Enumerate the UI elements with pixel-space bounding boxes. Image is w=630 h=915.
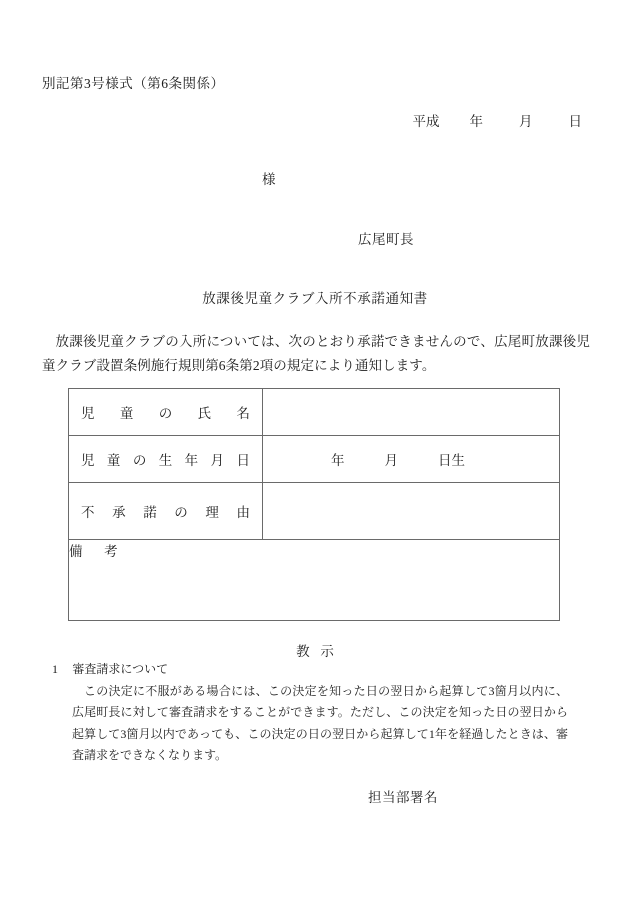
addressee-honorific: 様 <box>262 172 276 187</box>
label-char: 理 <box>205 505 219 520</box>
birth-year-unit: 年 <box>331 453 345 468</box>
field-child-birthdate[interactable] <box>263 436 560 483</box>
instructions-item-number: 1 <box>52 662 58 676</box>
label-char: 日 <box>236 453 250 468</box>
table-row-remarks <box>69 540 560 621</box>
field-child-name[interactable] <box>263 389 560 436</box>
table-row-child-birthdate <box>69 436 560 483</box>
label-char: 児 <box>81 453 95 468</box>
instructions-body: この決定に不服がある場合には、この決定を知った日の翌日から起算して3箇月以内に、広尾町長に対して審査請求をすることができます。ただし、この決定を知った日の翌日から起算して3箇月以内であっても、この決定の日の翌日から起算して1年を経過したときは、審査請求をできなくなります。 <box>72 684 568 763</box>
label-char: 児 <box>81 406 95 421</box>
label-char: 名 <box>236 406 250 421</box>
label-char: 氏 <box>197 406 212 421</box>
birth-day-unit: 日生 <box>438 453 465 468</box>
label-char: の <box>132 453 147 468</box>
date-line <box>0 110 582 130</box>
label-char: の <box>158 406 173 421</box>
child-info-table <box>68 388 560 621</box>
field-rejection-reason[interactable] <box>263 483 560 540</box>
instructions-heading <box>0 640 630 660</box>
table-row-rejection-reason <box>69 483 560 540</box>
month-unit: 月 <box>519 114 533 129</box>
label-remarks-left: 備 <box>69 544 83 559</box>
label-char: 諾 <box>143 505 157 520</box>
department-label: 担当部署名 <box>368 790 438 805</box>
remarks-cell[interactable] <box>69 540 560 621</box>
label-char: の <box>174 505 188 520</box>
label-char: 年 <box>184 453 199 468</box>
form-code: 別記第3号様式（第6条関係） <box>42 76 225 91</box>
label-child-birthdate <box>69 436 263 483</box>
label-char: 承 <box>112 505 126 520</box>
body-paragraph: 放課後児童クラブの入所については、次のとおり承諾できませんので、広尾町放課後児童クラブ設置条例施行規則第6条第2項の規定により通知します。 <box>42 334 590 373</box>
instructions-item-title <box>52 660 168 677</box>
label-child-name <box>69 389 263 436</box>
era-label: 平成 <box>412 114 440 129</box>
label-char: 月 <box>210 453 225 468</box>
label-char: 不 <box>81 505 95 520</box>
birth-month-unit: 月 <box>384 453 398 468</box>
instructions-heading-right: 示 <box>320 644 334 659</box>
year-unit: 年 <box>469 114 483 129</box>
table-row-child-name <box>69 389 560 436</box>
label-remarks-right: 考 <box>104 544 118 559</box>
label-char: 生 <box>158 453 173 468</box>
label-char: 童 <box>119 406 134 421</box>
instructions-item-label: 審査請求について <box>72 662 169 676</box>
issuer-name: 広尾町長 <box>358 232 414 247</box>
label-char: 童 <box>106 453 121 468</box>
document-title: 放課後児童クラブ入所不承諾通知書 <box>202 291 428 306</box>
instructions-heading-left: 教 <box>296 644 310 659</box>
label-rejection-reason <box>69 483 263 540</box>
day-unit: 日 <box>568 114 582 129</box>
label-char: 由 <box>236 505 250 520</box>
